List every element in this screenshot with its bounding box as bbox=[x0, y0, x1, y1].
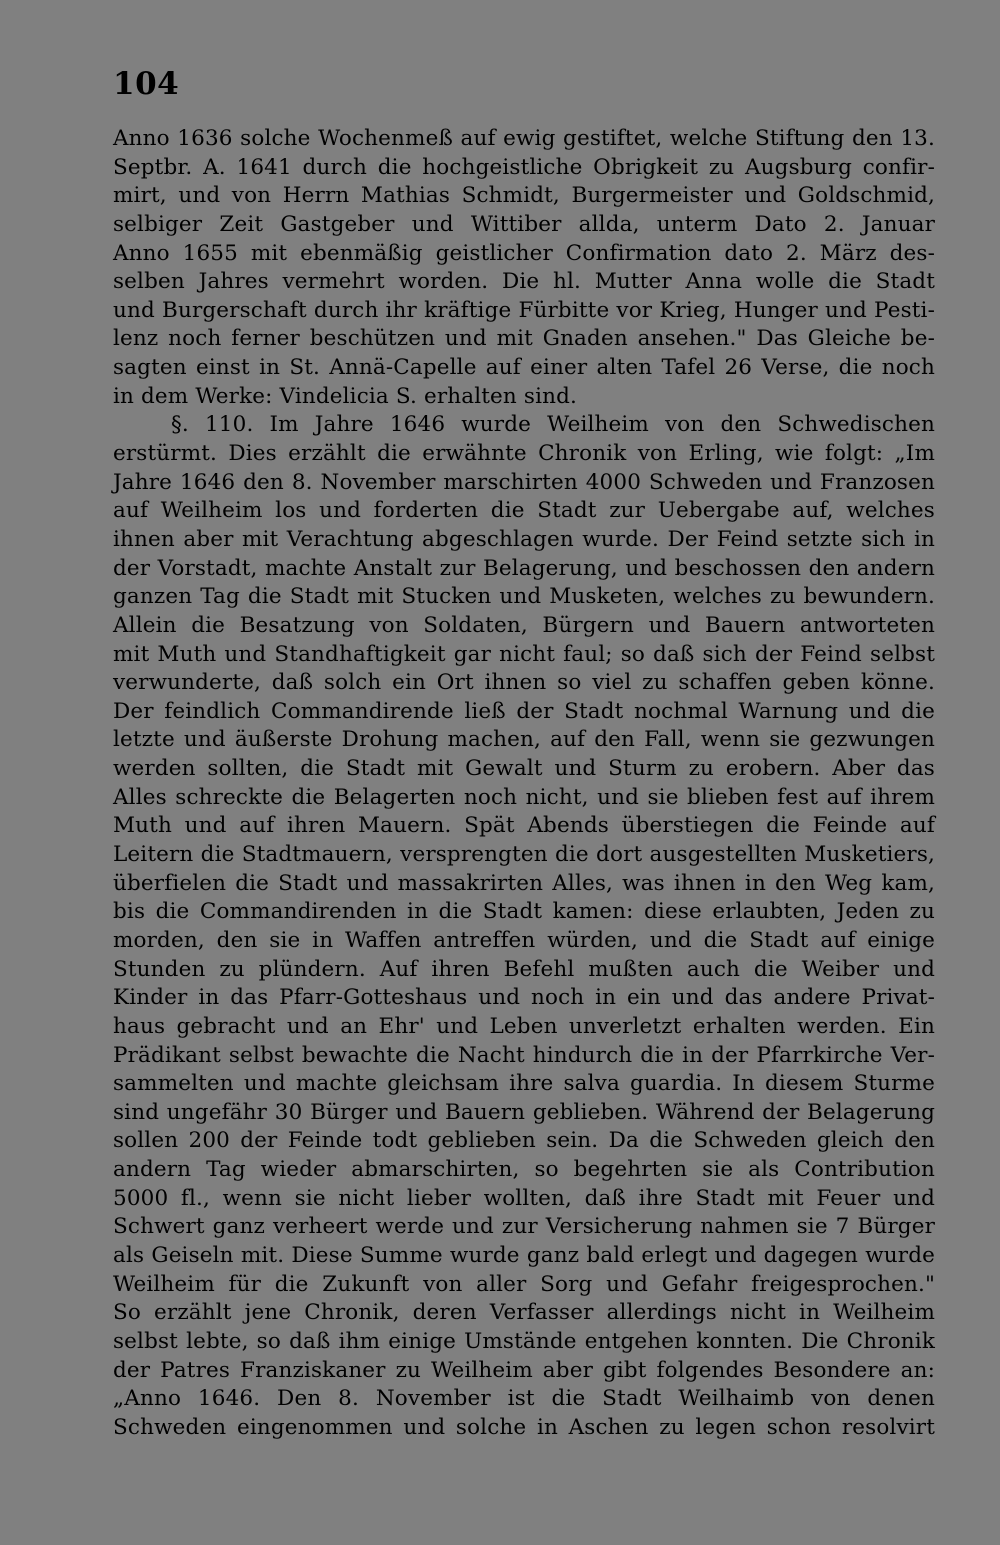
text-line: Stunden zu plündern. Auf ihren Befehl mußten auch die Weiber und bbox=[113, 956, 935, 982]
text-line: haus gebracht und an Ehr' und Leben unverletzt erhalten werden. Ein bbox=[113, 1013, 935, 1039]
text-line: verwunderte, daß solch ein Ort ihnen so viel zu schaffen geben könne. bbox=[113, 670, 935, 696]
text-line: bis die Commandirenden in die Stadt kamen: diese erlaubten, Jeden zu bbox=[113, 899, 935, 925]
text-line: mirt, und von Herrn Mathias Schmidt, Burgermeister und Goldschmid, bbox=[113, 183, 935, 209]
text-line: selbst lebte, so daß ihm einige Umstände entgehen konnten. Die Chronik bbox=[113, 1328, 935, 1354]
text-line: der Patres Franziskaner zu Weilheim aber gibt folgendes Besondere an: bbox=[113, 1357, 935, 1383]
text-line: So erzählt jene Chronik, deren Verfasser allerdings nicht in Weilheim bbox=[113, 1300, 935, 1326]
text-line: letzte und äußerste Drohung machen, auf den Fall, wenn sie gezwungen bbox=[113, 727, 935, 753]
text-line: Alles schreckte die Belagerten noch nicht, und sie blieben fest auf ihrem bbox=[113, 784, 935, 810]
text-line: werden sollten, die Stadt mit Gewalt und Sturm zu erobern. Aber das bbox=[113, 756, 935, 782]
text-line: ganzen Tag die Stadt mit Stucken und Musketen, welches zu bewundern. bbox=[113, 584, 935, 610]
text-line: sagten einst in St. Annä-Capelle auf einer alten Tafel 26 Verse, die noch bbox=[113, 355, 935, 381]
text-line: Jahre 1646 den 8. November marschirten 4000 Schweden und Franzosen bbox=[113, 469, 935, 495]
text-line: ihnen aber mit Verachtung abgeschlagen wurde. Der Feind setzte sich in bbox=[113, 526, 935, 552]
text-line: Weilheim für die Zukunft von aller Sorg und Gefahr freigesprochen." bbox=[113, 1271, 935, 1297]
text-line: Septbr. A. 1641 durch die hochgeistliche Obrigkeit zu Augsburg confir- bbox=[113, 154, 935, 180]
text-line: Muth und auf ihren Mauern. Spät Abends überstiegen die Feinde auf bbox=[113, 813, 935, 839]
text-line: Allein die Besatzung von Soldaten, Bürgern und Bauern antworteten bbox=[113, 612, 935, 638]
text-line: der Vorstadt, machte Anstalt zur Belagerung, und beschossen den andern bbox=[113, 555, 935, 581]
text-line: überfielen die Stadt und massakrirten Alles, was ihnen in den Weg kam, bbox=[113, 870, 935, 896]
text-line: sammelten und machte gleichsam ihre salva guardia. In diesem Sturme bbox=[113, 1071, 935, 1097]
text-line: „Anno 1646. Den 8. November ist die Stadt Weilhaimb von denen bbox=[113, 1386, 935, 1412]
text-line: Schweden eingenommen und solche in Aschen zu legen schon resolvirt bbox=[113, 1414, 935, 1440]
text-line: selbiger Zeit Gastgeber und Wittiber allda, unterm Dato 2. Januar bbox=[113, 211, 935, 237]
text-line: Anno 1655 mit ebenmäßig geistlicher Confirmation dato 2. März des- bbox=[113, 240, 935, 266]
text-line: Anno 1636 solche Wochenmeß auf ewig gestiftet, welche Stiftung den 13. bbox=[113, 126, 935, 151]
text-line: selben Jahres vermehrt worden. Die hl. Mutter Anna wolle die Stadt bbox=[113, 269, 935, 295]
text-line: auf Weilheim los und forderten die Stadt zur Uebergabe auf, welches bbox=[113, 498, 935, 524]
text-line: sollen 200 der Feinde todt geblieben sein. Da die Schweden gleich den bbox=[113, 1128, 935, 1154]
text-line: Schwert ganz verheert werde und zur Versicherung nahmen sie 7 Bürger bbox=[113, 1214, 935, 1240]
text-line: Kinder in das Pfarr-Gotteshaus und noch in ein und das andere Privat- bbox=[113, 985, 935, 1011]
text-line: mit Muth und Standhaftigkeit gar nicht faul; so daß sich der Feind selbst bbox=[113, 641, 935, 667]
text-line: und Burgerschaft durch ihr kräftige Fürbitte vor Krieg, Hunger und Pesti- bbox=[113, 297, 935, 323]
text-line: Prädikant selbst bewachte die Nacht hindurch die in der Pfarrkirche Ver- bbox=[113, 1042, 935, 1068]
body-text bbox=[113, 125, 935, 1442]
text-line: in dem Werke: Vindelicia S. erhalten sind. bbox=[113, 383, 577, 409]
text-line: §. 110. Im Jahre 1646 wurde Weilheim von den Schwedischen bbox=[171, 412, 935, 438]
page-number: 104 bbox=[113, 66, 180, 102]
text-line: andern Tag wieder abmarschirten, so begehrten sie als Contribution bbox=[113, 1157, 935, 1183]
text-line: sind ungefähr 30 Bürger und Bauern geblieben. Während der Belagerung bbox=[113, 1099, 935, 1125]
text-line: Leitern die Stadtmauern, versprengten die dort ausgestellten Musketiers, bbox=[113, 842, 935, 868]
text-line: Der feindlich Commandirende ließ der Stadt nochmal Warnung und die bbox=[113, 698, 935, 724]
text-line: lenz noch ferner beschützen und mit Gnaden ansehen." Das Gleiche be- bbox=[113, 326, 935, 352]
text-line: erstürmt. Dies erzählt die erwähnte Chronik von Erling, wie folgt: „Im bbox=[113, 441, 935, 467]
text-line: als Geiseln mit. Diese Summe wurde ganz bald erlegt und dagegen wurde bbox=[113, 1242, 935, 1268]
text-line: 5000 fl., wenn sie nicht lieber wollten, daß ihre Stadt mit Feuer und bbox=[113, 1185, 935, 1211]
text-line: morden, den sie in Waffen antreffen würden, und die Stadt auf einige bbox=[113, 927, 935, 953]
